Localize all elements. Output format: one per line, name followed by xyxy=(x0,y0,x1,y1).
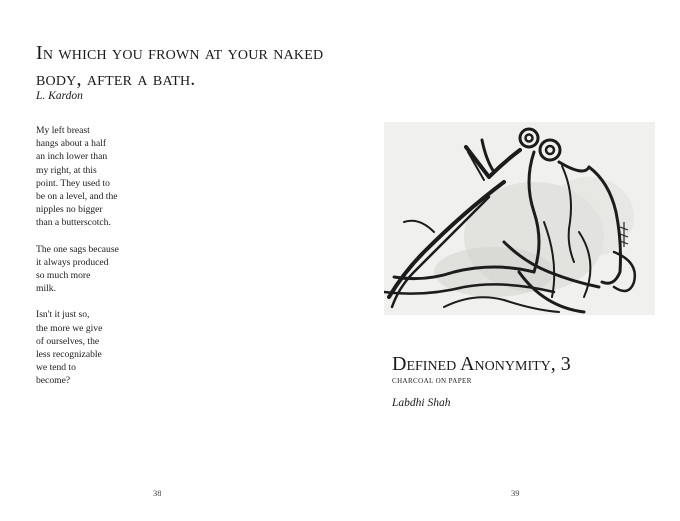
poem-line: be on a level, and the xyxy=(36,191,118,203)
poem-line: an inch lower than xyxy=(36,151,108,163)
page-number: 38 xyxy=(153,488,162,498)
poem-line: milk. xyxy=(36,283,56,295)
right-page xyxy=(340,0,680,521)
poem-body xyxy=(36,124,186,401)
poem-line: we tend to xyxy=(36,362,76,374)
stanza xyxy=(36,308,186,387)
artwork-artist: Labdhi Shah xyxy=(392,397,451,409)
poem-line: nipples no bigger xyxy=(36,204,103,216)
stanza xyxy=(36,243,186,296)
poem-line: less recognizable xyxy=(36,349,102,361)
poem-line: become? xyxy=(36,375,71,387)
poem-title: In which you frown at your naked body, after a bath. xyxy=(36,42,324,90)
poem-line: it always produced xyxy=(36,256,109,268)
poem-line: The one sags because xyxy=(36,243,119,255)
poem-line: my right, at this xyxy=(36,164,97,176)
poem-line: My left breast xyxy=(36,125,90,136)
poem-line: than a butterscotch. xyxy=(36,217,111,229)
stanza xyxy=(36,124,186,230)
poem-line: of ourselves, the xyxy=(36,335,100,347)
poem-line: Isn't it just so, xyxy=(36,309,90,321)
page-number: 39 xyxy=(511,488,520,498)
poem-line: point. They used to xyxy=(36,177,110,189)
poem-author: L. Kardon xyxy=(36,90,83,102)
artwork-medium: CHARCOAL ON PAPER xyxy=(392,377,472,385)
charcoal-figure-sketch xyxy=(384,122,655,315)
artwork-title: Defined Anonymity, 3 xyxy=(392,353,571,375)
charcoal-drawing-image xyxy=(384,122,655,315)
poem-line: so much more xyxy=(36,270,91,282)
poem-line: hangs about a half xyxy=(36,138,107,150)
poem-line: the more we give xyxy=(36,322,103,334)
